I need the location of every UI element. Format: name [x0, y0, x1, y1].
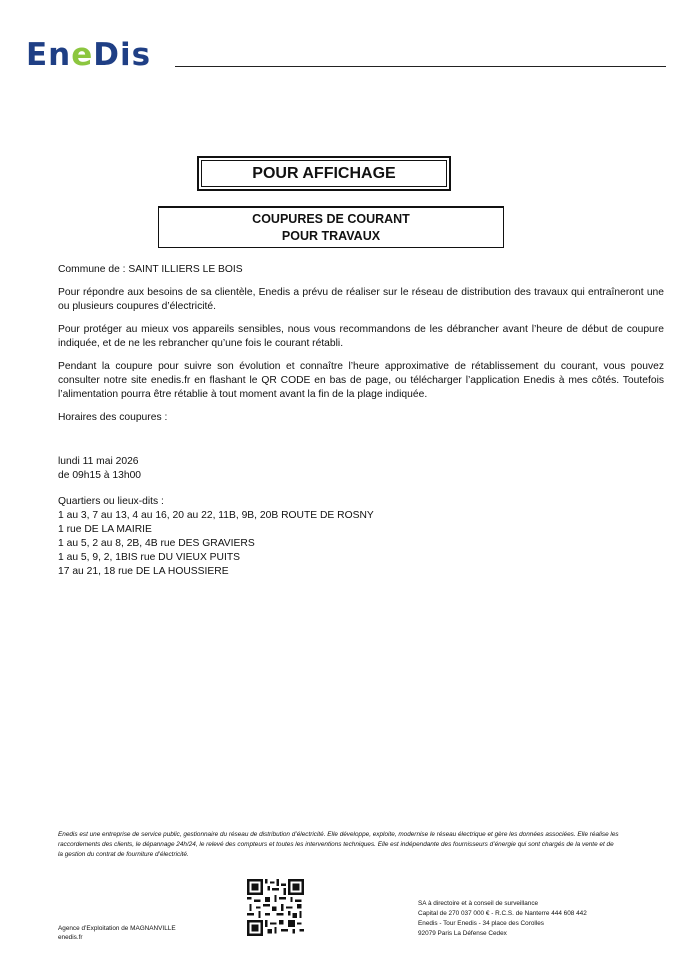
page-title: POUR AFFICHAGE — [252, 164, 396, 182]
quartiers-label: Quartiers ou lieux-dits : — [58, 496, 164, 507]
pour-affichage-box — [197, 156, 451, 191]
enedis-logo — [26, 37, 152, 73]
schedule — [58, 455, 664, 483]
list-item: 1 au 5, 9, 2, 1BIS rue DU VIEUX PUITS — [58, 552, 240, 563]
company-line-2: Capital de 270 037 000 € - R.C.S. de Nanterre 444 608 442 — [418, 910, 587, 917]
company-line-4: 92079 Paris La Défense Cedex — [418, 930, 507, 937]
agency-website: enedis.fr — [58, 934, 83, 941]
subtitle-line1: COUPURES DE COURANT — [252, 212, 410, 226]
horaires-label: Horaires des coupures : — [58, 412, 168, 423]
logo-text-part1: En — [26, 37, 72, 73]
subtitle-line2: POUR TRAVAUX — [281, 229, 381, 243]
paragraph-2: Pour protéger au mieux vos appareils sensibles, nous vous recommandons de les débrancher avant l’heure de début de coupure indiquée, et de ne les rebrancher qu’une fois le courant rétabli. — [58, 324, 664, 349]
paragraph-3: Pendant la coupure pour suivre son évolution et connaître l’heure approximative de rétablissement du courant, vous pouvez consulter notre site enedis.fr en flashant le QR CODE en bas de page, ou télécharger l’application Enedis à mes côtés. Toutefois l’alimentation pourra être rétablie à tout moment avant la fin de la plage indiquée. — [58, 361, 664, 400]
list-item: 17 au 21, 18 rue DE LA HOUSSIERE — [58, 566, 229, 577]
company-line-3: Enedis - Tour Enedis - 34 place des Corolles — [418, 920, 544, 927]
list-item: 1 rue DE LA MAIRIE — [58, 524, 152, 535]
logo-text-part3: Dis — [93, 37, 152, 73]
company-info — [418, 899, 587, 939]
footer-legal-text: Enedis est une entreprise de service public, gestionnaire du réseau de distribution d’électricité. Elle développe, exploite, modernise le réseau électrique et gère les données associées. Elle réalise les raccordements des clients, le dépannage 24h/24, le relevé des compteurs et toutes les interventions techniques. Elle est indépendante des fournisseurs d’énergie qui sont chargés de la vente et de la gestion du contrat de fourniture d’électricité. — [58, 831, 619, 858]
company-line-1: SA à directoire et à conseil de surveillance — [418, 900, 539, 907]
agency-info — [58, 924, 176, 942]
commune-line: Commune de : SAINT ILLIERS LE BOIS — [58, 264, 243, 275]
coupures-box — [158, 206, 504, 248]
list-item: 1 au 3, 7 au 13, 4 au 16, 20 au 22, 11B, 9B, 20B ROUTE DE ROSNY — [58, 510, 374, 521]
logo-text-part2: e — [71, 37, 94, 73]
header-rule — [175, 66, 666, 67]
quartiers-list — [58, 495, 664, 579]
qr-code-icon[interactable] — [247, 879, 304, 936]
schedule-date: lundi 11 mai 2026 — [58, 456, 139, 467]
paragraph-1: Pour répondre aux besoins de sa clientèle, Enedis a prévu de réaliser sur le réseau de distribution des travaux qui entraîneront une ou plusieurs coupures d’électricité. — [58, 287, 664, 312]
notice-body — [58, 263, 664, 579]
schedule-time: de 09h15 à 13h00 — [58, 470, 142, 481]
list-item: 1 au 5, 2 au 8, 2B, 4B rue DES GRAVIERS — [58, 538, 255, 549]
agency-name: Agence d’Exploitation de MAGNANVILLE — [58, 925, 176, 932]
